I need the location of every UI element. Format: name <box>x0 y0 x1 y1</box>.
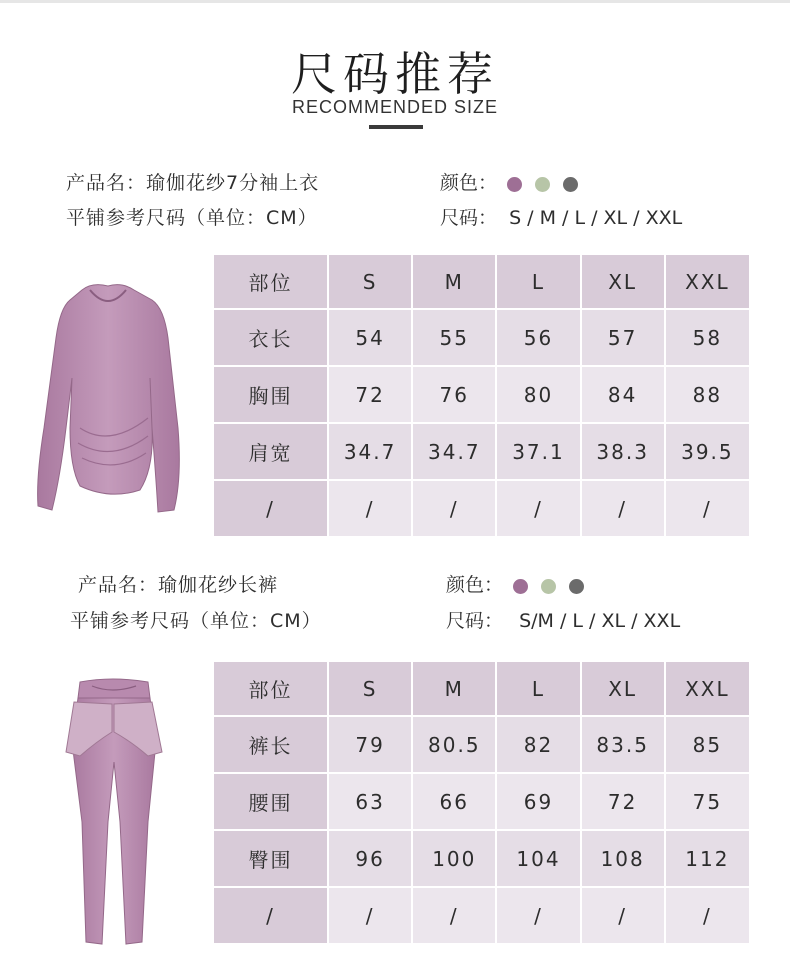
color-swatch-green[interactable] <box>535 177 550 192</box>
row-label: 臀围 <box>214 830 328 887</box>
title-underline <box>369 125 423 129</box>
header-cell-l: L <box>496 255 580 309</box>
product-1-colors <box>440 168 585 195</box>
table-cell: / <box>581 887 665 944</box>
color-swatch-purple[interactable] <box>513 579 528 594</box>
product-1-color-label: 颜色： <box>440 172 498 194</box>
table-cell: 76 <box>412 366 496 423</box>
row-label: 腰围 <box>214 773 328 830</box>
page-subtitle: RECOMMENDED SIZE <box>291 97 498 117</box>
table-cell: / <box>412 480 496 537</box>
color-swatch-green[interactable] <box>541 579 556 594</box>
table-cell: 56 <box>496 309 580 366</box>
table-cell: 57 <box>581 309 665 366</box>
header-cell-part: 部位 <box>214 255 328 309</box>
table-cell: / <box>581 480 665 537</box>
product-2-sizes <box>446 606 680 633</box>
header-cell-xl: XL <box>581 255 665 309</box>
header-cell-s: S <box>328 662 412 716</box>
table-cell: 38.3 <box>581 423 665 480</box>
row-label: 胸围 <box>214 366 328 423</box>
table-cell: 54 <box>328 309 412 366</box>
product-2-measure-note <box>70 606 322 633</box>
product-1-swatches <box>507 173 585 195</box>
table-row <box>214 366 749 423</box>
header-cell-m: M <box>412 255 496 309</box>
table-header-row <box>214 662 749 716</box>
header-cell-l: L <box>496 662 580 716</box>
product-2-color-label: 颜色： <box>446 574 504 596</box>
table-cell: 34.7 <box>328 423 412 480</box>
table-cell: / <box>328 480 412 537</box>
table-row <box>214 423 749 480</box>
table-row <box>214 830 749 887</box>
table-cell: 75 <box>665 773 749 830</box>
row-label: / <box>214 887 328 944</box>
table-row <box>214 773 749 830</box>
table-cell: / <box>665 887 749 944</box>
top-garment-image <box>30 278 190 523</box>
table-cell: 112 <box>665 830 749 887</box>
product-1-size-label: 尺码： <box>440 207 498 229</box>
table-cell: 69 <box>496 773 580 830</box>
product-1-measure-note <box>66 203 318 230</box>
table-cell: 63 <box>328 773 412 830</box>
product-2-name <box>78 570 278 597</box>
color-swatch-purple[interactable] <box>507 177 522 192</box>
table-cell: 58 <box>665 309 749 366</box>
table-cell: / <box>328 887 412 944</box>
row-label: 衣长 <box>214 309 328 366</box>
header-cell-xxl: XXL <box>665 662 749 716</box>
table-cell: / <box>496 480 580 537</box>
row-label: 肩宽 <box>214 423 328 480</box>
table-cell: 72 <box>581 773 665 830</box>
table-cell: 37.1 <box>496 423 580 480</box>
header-cell-part: 部位 <box>214 662 328 716</box>
table-cell: 80 <box>496 366 580 423</box>
color-swatch-gray[interactable] <box>569 579 584 594</box>
table-row <box>214 887 749 944</box>
table-cell: / <box>665 480 749 537</box>
table-cell: / <box>496 887 580 944</box>
product-1-size-list: S / M / L / XL / XXL <box>509 207 683 229</box>
table-cell: / <box>412 887 496 944</box>
table-cell: 108 <box>581 830 665 887</box>
table-cell: 83.5 <box>581 716 665 773</box>
header-cell-s: S <box>328 255 412 309</box>
table-cell: 82 <box>496 716 580 773</box>
row-label: 裤长 <box>214 716 328 773</box>
table-row <box>214 716 749 773</box>
product-1-name-text: 产品名：瑜伽花纱7分袖上衣 <box>66 172 320 194</box>
page-title: 尺码推荐 <box>291 47 499 101</box>
table-cell: 55 <box>412 309 496 366</box>
table-cell: 88 <box>665 366 749 423</box>
product-2-size-list: S/M / L / XL / XXL <box>519 610 681 632</box>
product-2-measure-text: 平铺参考尺码（单位：CM） <box>70 610 322 632</box>
table-header-row <box>214 255 749 309</box>
header-cell-xl: XL <box>581 662 665 716</box>
color-swatch-gray[interactable] <box>563 177 578 192</box>
product-1-sizes <box>440 203 682 230</box>
table-cell: 96 <box>328 830 412 887</box>
table-cell: 104 <box>496 830 580 887</box>
row-label: / <box>214 480 328 537</box>
table-cell: 72 <box>328 366 412 423</box>
table-cell: 100 <box>412 830 496 887</box>
table-row <box>214 480 749 537</box>
header-cell-m: M <box>412 662 496 716</box>
table-cell: 39.5 <box>665 423 749 480</box>
product-1-name <box>66 168 319 195</box>
product-2-colors <box>446 570 591 597</box>
table-cell: 34.7 <box>412 423 496 480</box>
product-2-size-label: 尺码： <box>446 610 504 632</box>
table-row <box>214 309 749 366</box>
table-cell: 84 <box>581 366 665 423</box>
table-cell: 66 <box>412 773 496 830</box>
product-1-measure-text: 平铺参考尺码（单位：CM） <box>66 207 318 229</box>
table-cell: 85 <box>665 716 749 773</box>
product-2-swatches <box>513 575 591 597</box>
pants-size-table <box>214 662 749 945</box>
top-divider <box>0 0 790 3</box>
product-2-name-text: 产品名：瑜伽花纱长裤 <box>78 574 279 596</box>
pants-garment-image <box>52 672 172 952</box>
top-size-table <box>214 255 749 538</box>
table-cell: 80.5 <box>412 716 496 773</box>
table-cell: 79 <box>328 716 412 773</box>
header-cell-xxl: XXL <box>665 255 749 309</box>
